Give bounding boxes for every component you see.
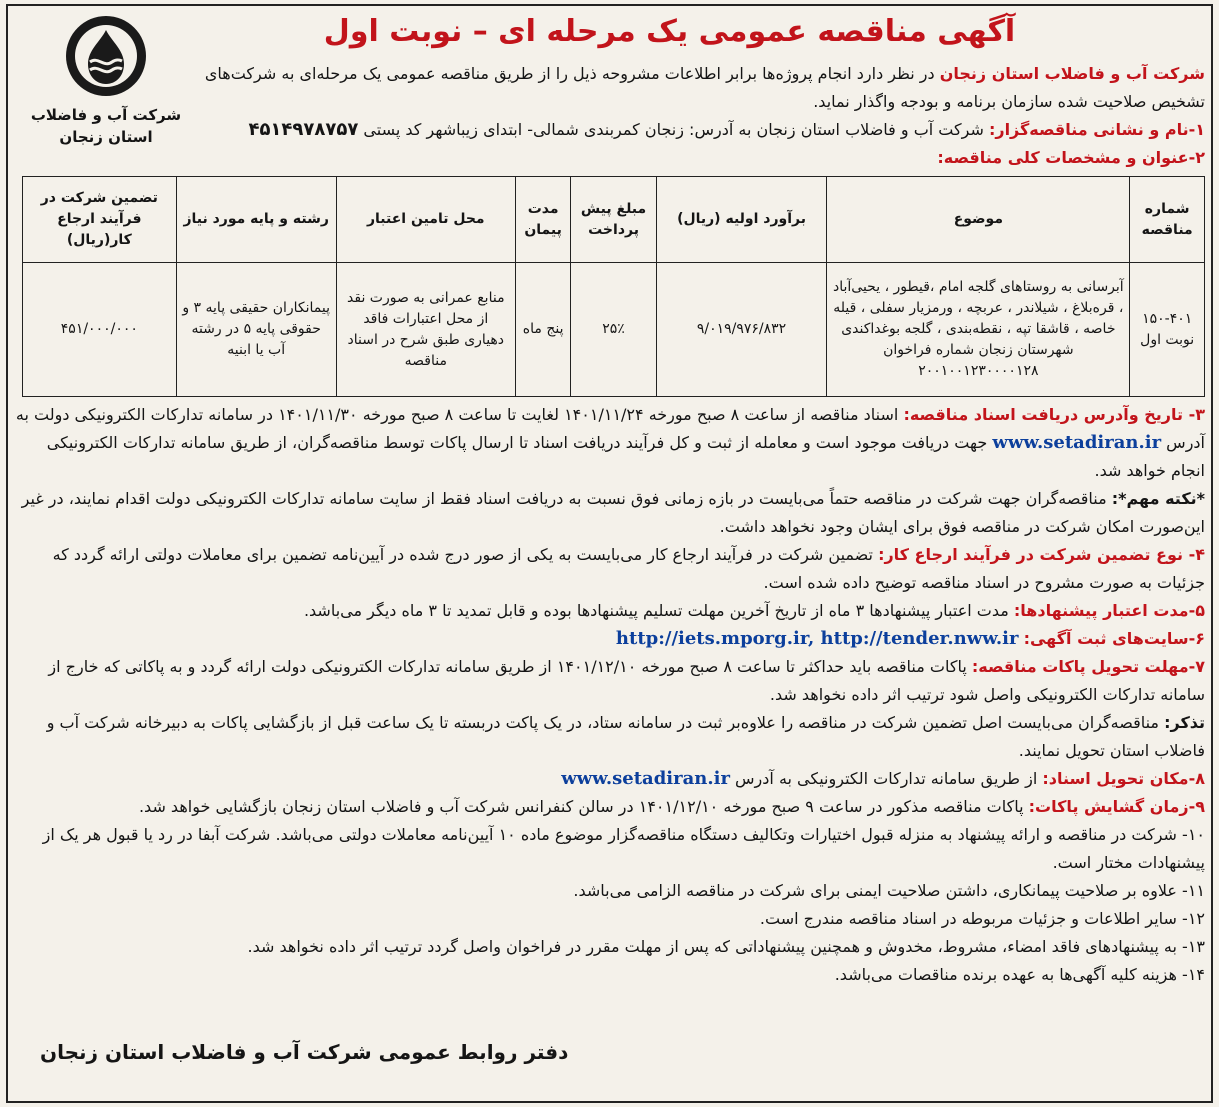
header-prepayment: مبلغ پیش پرداخت [571, 177, 656, 263]
header-tender-number: شماره مناقصه [1130, 177, 1205, 263]
cell-funding: منابع عمرانی به صورت نقد از محل اعتبارات فاقد دهیاری طبق شرح در اسناد مناقصه [336, 263, 515, 397]
section-6-head: ۶-سایت‌های ثبت آگهی: [1023, 629, 1205, 648]
section-3-head: ۳- تاریخ وآدرس دریافت اسناد مناقصه: [903, 405, 1205, 424]
setadiran-link[interactable]: www.setadiran.ir [992, 432, 1162, 453]
important-note [14, 485, 1205, 541]
header-duration: مدت پیمان [515, 177, 570, 263]
notice-title: آگهی مناقصه عمومی یک مرحله ای – نوبت اول [323, 14, 1016, 49]
intro-company: شرکت آب و فاضلاب استان زنجان [939, 64, 1205, 83]
section-9-head: ۹-زمان گشایش پاکات: [1028, 797, 1205, 816]
company-logo [26, 14, 186, 164]
section-3-text1: اسناد مناقصه از ساعت ۸ صبح مورخه ۱۴۰۱/۱۱/۲۴ لغایت تا ساعت ۸ صبح مورخه ۱۴۰۱/۱۱/۳۰ در سامانه تدارکات الکترونیکی دولت به آدرس [15, 405, 1205, 452]
water-drop-logo-icon [64, 14, 148, 98]
section-4 [14, 541, 1205, 597]
cell-duration: پنج ماه [515, 263, 570, 397]
section-5-text: مدت اعتبار پیشنهادها ۳ ماه از تاریخ آخرین مهلت تسلیم پیشنهادها بوده و قابل تمدید تا ۳ ماه دیگر می‌باشد. [303, 601, 1014, 620]
cell-estimate: ۹/۰۱۹/۹۷۶/۸۳۲ [656, 263, 827, 397]
section-11: ۱۱- علاوه بر صلاحیت پیمانکاری، داشتن صلاحیت ایمنی برای شرکت در مناقصه الزامی می‌باشد. [573, 881, 1205, 900]
section-2-head: ۲-عنوان و مشخصات کلی مناقصه: [937, 148, 1205, 167]
header-estimate: برآورد اولیه (ریال) [656, 177, 827, 263]
section-4-text: تضمین شرکت در فرآیند ارجاع کار می‌بایست به یکی از صور درج شده در آیین‌نامه تضمین برای معاملات دولتی ارائه گردد که جزئیات به صورت مشروح در اسناد مناقصه توضیح داده شده است. [52, 545, 1205, 592]
header-guarantee: تضمین شرکت در فرآیند ارجاع کار(ریال) [23, 177, 177, 263]
section-6 [14, 625, 1205, 653]
cell-field: پیمانکاران حقیقی پایه ۳ و حقوقی پایه ۵ در رشته آب یا ابنیه [176, 263, 336, 397]
section-7-head: ۷-مهلت تحویل پاکات مناقصه: [971, 657, 1205, 676]
reminder [14, 709, 1205, 765]
logo-name-line1: شرکت آب و فاضلاب [30, 106, 182, 124]
important-note-head: *نکته مهم*: [1111, 489, 1205, 508]
section-8-text: از طریق سامانه تدارکات الکترونیکی به آدرس [729, 769, 1043, 788]
section-8 [14, 765, 1205, 793]
reminder-head: تذکر: [1164, 713, 1205, 732]
section-8-head: ۸-مکان تحویل اسناد: [1042, 769, 1205, 788]
section-7 [14, 653, 1205, 709]
section-4-head: ۴- نوع تضمین شرکت در فرآیند ارجاع کار: [878, 545, 1205, 564]
section-1-head: ۱-نام و نشانی مناقصه‌گزار: [988, 120, 1205, 139]
table-row [23, 263, 1205, 397]
section-14: ۱۴- هزینه کلیه آگهی‌ها به عهده برنده مناقصات می‌باشد. [834, 965, 1205, 984]
section-2 [14, 144, 1205, 172]
setadiran-link-2[interactable]: www.setadiran.ir [561, 768, 730, 789]
reminder-text: مناقصه‌گران می‌بایست اصل تضمین شرکت در مناقصه را علاوه‌بر ثبت در سامانه ستاد، در یک پاکت دربسته تا یک ساعت قبل از بازگشایی پاکات به دبیرخانه شرکت آب و فاضلاب استان تحویل نمایند. [46, 713, 1205, 760]
section-3 [14, 401, 1205, 485]
header-subject: موضوع [827, 177, 1130, 263]
footer-signature: دفتر روابط عمومی شرکت آب و فاضلاب استان زنجان [40, 1040, 569, 1064]
postal-code: ۴۵۱۴۹۷۸۷۵۷ [248, 119, 359, 140]
section-9-text: پاکات مناقصه مذکور در ساعت ۹ صبح مورخه ۱۴۰۱/۱۲/۱۰ در سالن کنفرانس شرکت آب و فاضلاب استان زنجان بازگشایی خواهد شد. [138, 797, 1029, 816]
section-9 [14, 793, 1205, 821]
cell-prepayment: ۲۵٪ [571, 263, 656, 397]
section-13: ۱۳- به پیشنهادهای فاقد امضاء، مشروط، مخدوش و همچنین پیشنهاداتی که پس از مهلت مقرر در فراخوان واصل گردد ترتیب اثر داده نخواهد شد. [247, 937, 1205, 956]
header-field: رشته و پایه مورد نیاز [176, 177, 336, 263]
intro-text: در نظر دارد انجام پروژه‌ها برابر اطلاعات مشروحه ذیل را از طریق مناقصه عمومی یک مرحله‌ای به شرکت‌های تشخیص صلاحیت شده سازمان برنامه و بودجه واگذار نماید. [204, 64, 1205, 111]
registration-sites-links[interactable]: http://iets.mporg.ir, http://tender.nww.ir [615, 628, 1019, 649]
table-header-row [23, 177, 1205, 263]
section-12: ۱۲- سایر اطلاعات و جزئیات مربوطه در اسناد مناقصه مندرج است. [759, 909, 1205, 928]
section-1-text: شرکت آب و فاضلاب استان زنجان به آدرس: زنجان کمربندی شمالی- ابتدای زیباشهر کد پستی [358, 120, 989, 139]
section-1 [14, 116, 1205, 144]
section-7-text: پاکات مناقصه باید حداکثر تا ساعت ۸ صبح مورخه ۱۴۰۱/۱۲/۱۰ از طریق سامانه تدارکات الکترونیکی دولت ارائه گردد و به پاکاتی که خارج از سامانه تدارکات الکترونیکی واصل شود ترتیب اثر داده نخواهد شد. [48, 657, 1205, 704]
logo-name-line2: استان زنجان [59, 128, 153, 146]
important-note-text: مناقصه‌گران جهت شرکت در مناقصه حتماً می‌بایست در بازه زمانی فوق نسبت به دریافت اسناد فقط از سایت سامانه تدارکات الکترونیکی دولت اقدام نمایند، در غیر این‌صورت امکان شرکت در مناقصه فوق برای ایشان وجود نخواهد داشت. [21, 489, 1205, 536]
cell-tender-number: ۱۵۰-۴۰۱ نوبت اول [1130, 263, 1205, 397]
section-3-text2: جهت دریافت موجود است و معامله از ثبت و کل فرآیند دریافت اسناد تا ارسال پاکات توسط مناقصه‌گران، از طریق سامانه تدارکات الکترونیکی انجام خواهد شد. [46, 433, 1205, 480]
cell-subject: آبرسانی به روستاهای گلجه امام ،قیطور ، یحیی‌آباد ، قره‌بلاغ ، شیلاندر ، عربچه ، ورمزیار سفلی ، قیله خاصه ، قاشقا تپه ، نقطه‌بندی ، گلجه بوغداکندی شهرستان زنجان شماره فراخوان ۲۰۰۱۰۰۱۲۳۰۰۰۰۱۲۸ [827, 263, 1130, 397]
section-5 [14, 597, 1205, 625]
intro-paragraph [14, 60, 1205, 116]
section-10: ۱۰- شرکت در مناقصه و ارائه پیشنهاد به منزله قبول اختیارات وتکالیف دستگاه مناقصه‌گزار موضوع ماده ۱۰ آیین‌نامه معاملات دولتی می‌باشد. شرکت آبفا در رد یا قبول هر یک از پیشنهادات مختار است. [42, 825, 1205, 872]
cell-guarantee: ۴۵۱/۰۰۰/۰۰۰ [23, 263, 177, 397]
tender-table [22, 176, 1205, 397]
header-funding: محل تامین اعتبار [336, 177, 515, 263]
section-5-head: ۵-مدت اعتبار پیشنهادها: [1013, 601, 1205, 620]
